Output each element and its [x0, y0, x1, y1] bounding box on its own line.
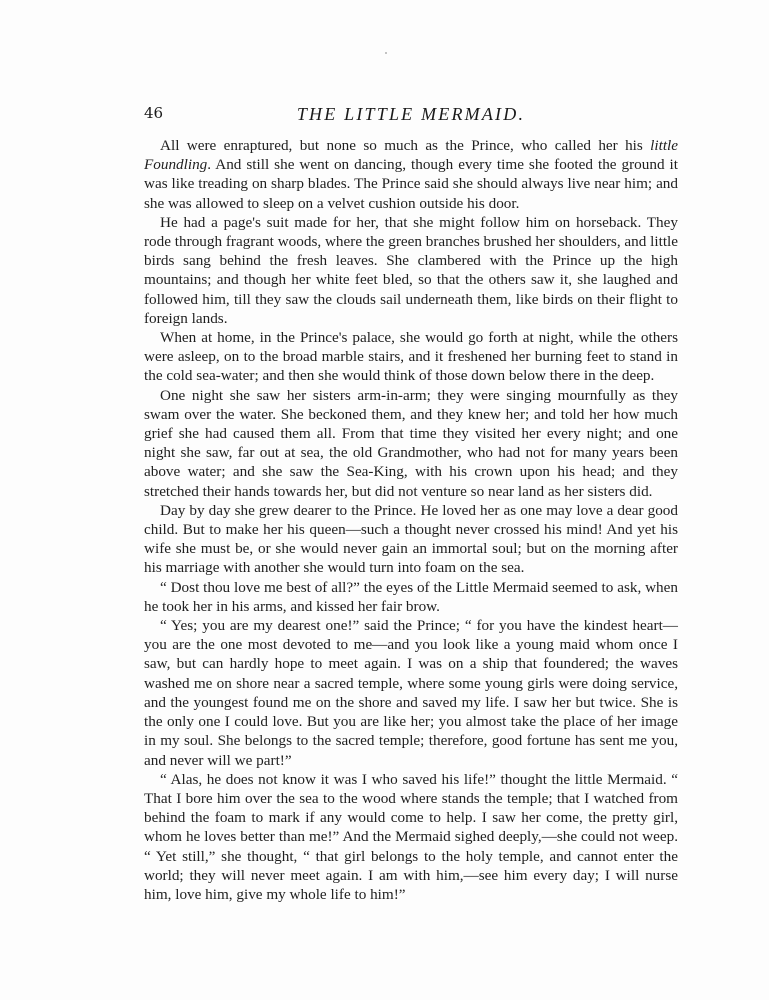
paragraph: “ Dost thou love me best of all?” the eyes of the Little Mermaid seemed to ask, when he took her in his arms, and kissed her fair brow.	[144, 578, 678, 615]
paragraph: He had a page's suit made for her, that she might follow him on horseback. They rode through fragrant woods, where the green branches brushed her shoulders, and little birds sang behind the fresh leaves. She clambered with the Prince up the high mountains; and though her white feet bled, so that the others saw it, she laughed and followed him, till they saw the clouds sail underneath them, like birds on their flight to foreign lands.	[144, 213, 678, 327]
page-number: 46	[144, 104, 164, 122]
paragraph: “ Alas, he does not know it was I who saved his life!” thought the little Mermaid. “ That I bore him over the sea to the wood where stands the temple; that I watched from behind the foam to mark if any would come to help. I saw her come, the pretty girl, whom he loves better than me!” And the Mermaid sighed deeply,—she could not weep. “ Yet still,” she thought, “ that girl belongs to the holy temple, and cannot enter the world; they will never meet again. I am with him,—see him every day; I will nurse him, love him, give my whole life to him!”	[144, 770, 678, 903]
paper-speck	[385, 52, 387, 54]
emphasized-text: little Foundling	[144, 137, 678, 174]
paragraph: One night she saw her sisters arm-in-arm; they were singing mournfully as they swam over the water. She beckoned them, and they knew her; and told her how much grief she had caused them all. From that time they visited her every night; and one night she saw, far out at sea, the old Grandmother, who had not for many years been above water; and she saw the Sea-King, with his crown upon his head; and they stretched their hands towards her, but did not venture so near land as her sisters did.	[144, 386, 678, 500]
running-title: THE LITTLE MERMAID.	[296, 104, 526, 124]
paragraph: Day by day she grew dearer to the Prince. He loved her as one may love a dear good child. But to make her his queen—such a thought never crossed his mind! And yet his wife she must be, or she would never gain an immortal soul; but on the morning after his marriage with another she would turn into foam on the sea.	[144, 501, 678, 577]
body-text	[144, 136, 678, 904]
paragraph: All were enraptured, but none so much as the Prince, who called her his little Foundling. And still she went on dancing, though every time she footed the ground it was like treading on sharp blades. The Prince said she should always live near him; and she was allowed to sleep on a velvet cushion outside his door.	[144, 137, 678, 212]
paragraph: “ Yes; you are my dearest one!” said the Prince; “ for you have the kindest heart—you are the one most devoted to me—and you look like a young maid whom once I saw, but can hardly hope to meet again. I was on a ship that foundered; the waves washed me on shore near a sacred temple, where some young girls were doing service, and the youngest found me on the shore and saved my life. I saw her but twice. She is the only one I could love. But you are like her; you almost take the place of her image in my soul. She belongs to the sacred temple; therefore, good fortune has sent me you, and never will we part!”	[144, 617, 678, 769]
paragraph: When at home, in the Prince's palace, she would go forth at night, while the others were asleep, on to the broad marble stairs, and it freshened her burning feet to stand in the cold sea-water; and then she would think of those down below there in the deep.	[144, 329, 678, 385]
page-header	[144, 104, 678, 128]
